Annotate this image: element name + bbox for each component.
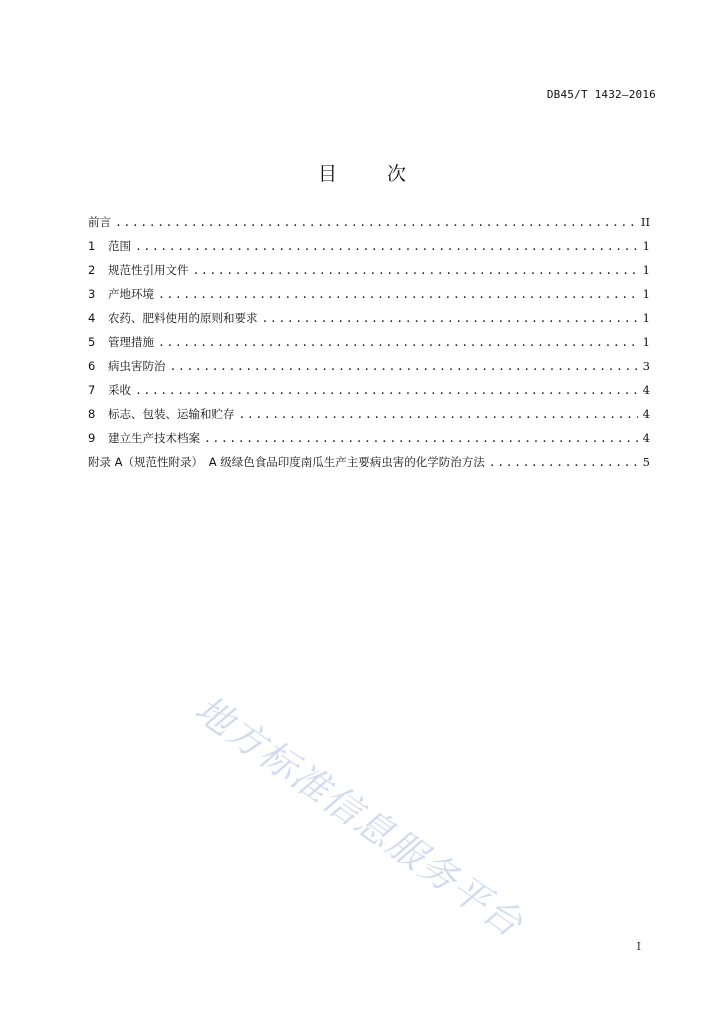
toc-entry-1[interactable] — [88, 238, 650, 262]
toc-leader-dots — [170, 359, 639, 373]
toc-entry-7[interactable] — [88, 382, 650, 406]
table-of-contents — [88, 214, 650, 478]
toc-leader-dots — [158, 287, 638, 301]
toc-entry-page: 1 — [642, 335, 650, 349]
toc-entry-page: 5 — [642, 455, 650, 469]
toc-entry-number: 3 — [88, 287, 96, 301]
toc-entry-page: 3 — [642, 359, 650, 373]
toc-entry-number: 9 — [88, 431, 96, 445]
toc-leader-dots — [115, 215, 637, 229]
toc-entry-label: 采收 — [108, 383, 131, 397]
watermark-text: 地方标准信息服务平台 — [187, 687, 532, 947]
toc-entry-label: 范围 — [108, 239, 131, 253]
toc-entry-page: 1 — [642, 311, 650, 325]
page-title: 目 次 — [317, 163, 429, 185]
toc-entry-page: 4 — [642, 431, 650, 445]
toc-entry-number: 1 — [88, 239, 96, 253]
toc-entry-number: 5 — [88, 335, 96, 349]
toc-entry-6[interactable] — [88, 358, 650, 382]
toc-entry-3[interactable] — [88, 286, 650, 310]
standard-code: DB45/T 1432—2016 — [546, 88, 656, 101]
toc-entry-5[interactable] — [88, 334, 650, 358]
page-number: I — [636, 940, 641, 953]
toc-entry-page: 4 — [642, 407, 650, 421]
watermark — [171, 687, 532, 970]
toc-entry-label: 标志、包装、运输和贮存 — [108, 407, 235, 421]
toc-entry-label: 管理措施 — [108, 335, 154, 349]
toc-entry-number: 6 — [88, 359, 96, 373]
toc-entry-number: 2 — [88, 263, 96, 277]
toc-entry-page: II — [640, 215, 650, 229]
toc-entry-9[interactable] — [88, 430, 650, 454]
toc-entry-2[interactable] — [88, 262, 650, 286]
toc-entry-page: 4 — [642, 383, 650, 397]
toc-entry-4[interactable] — [88, 310, 650, 334]
toc-entry-label: 农药、肥料使用的原则和要求 — [108, 311, 258, 325]
toc-entry-number: 4 — [88, 311, 96, 325]
toc-entry-label: 附录 A（规范性附录） A 级绿色食品印度南瓜生产主要病虫害的化学防治方法 — [88, 455, 485, 469]
toc-leader-dots — [158, 335, 638, 349]
toc-leader-dots — [262, 311, 639, 325]
toc-entry-number: 8 — [88, 407, 96, 421]
toc-entry-appendix-a[interactable] — [88, 454, 650, 478]
toc-entry-page: 1 — [642, 239, 650, 253]
toc-entry-label: 规范性引用文件 — [108, 263, 189, 277]
toc-entry-label: 产地环境 — [108, 287, 154, 301]
toc-leader-dots — [489, 455, 638, 469]
toc-leader-dots — [135, 239, 638, 253]
toc-entry-page: 1 — [642, 263, 650, 277]
toc-entry-page: 1 — [642, 287, 650, 301]
toc-leader-dots — [135, 383, 638, 397]
toc-leader-dots — [204, 431, 638, 445]
toc-entry-8[interactable] — [88, 406, 650, 430]
toc-leader-dots — [193, 263, 639, 277]
toc-entry-number: 7 — [88, 383, 96, 397]
toc-entry-foreword[interactable] — [88, 214, 650, 238]
toc-entry-label: 病虫害防治 — [108, 359, 166, 373]
toc-entry-label: 前言 — [88, 215, 111, 229]
toc-leader-dots — [239, 407, 639, 421]
toc-entry-label: 建立生产技术档案 — [108, 431, 200, 445]
